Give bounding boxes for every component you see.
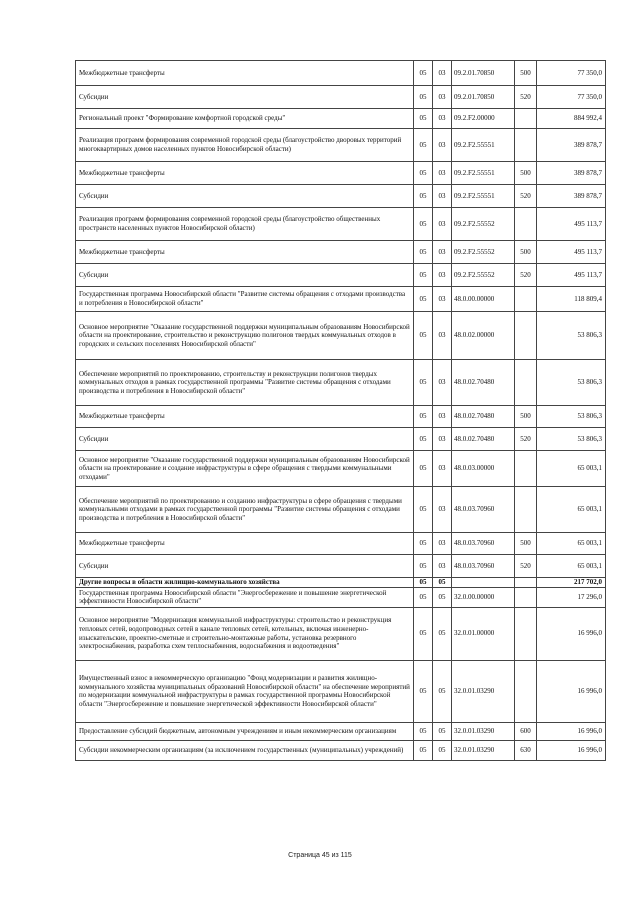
cell-target-article: 32.0.01.03290 [452,740,515,760]
cell-subsection: 03 [433,360,452,406]
cell-amount: 16 996,0 [537,607,606,660]
cell-subsection: 03 [433,312,452,360]
cell-expense-type [515,360,537,406]
cell-section: 05 [414,360,433,406]
cell-target-article: 48.0.02.70480 [452,406,515,428]
cell-name: Субсидии [76,428,414,451]
table-row [76,578,606,588]
cell-section: 05 [414,264,433,287]
cell-expense-type: 500 [515,406,537,428]
cell-subsection: 03 [433,241,452,264]
cell-expense-type: 630 [515,740,537,760]
cell-section: 05 [414,86,433,109]
cell-amount: 16 996,0 [537,660,606,722]
cell-subsection: 03 [433,185,452,208]
cell-subsection: 03 [433,533,452,555]
cell-name: Межбюджетные трансферты [76,533,414,555]
table-row [76,722,606,740]
cell-expense-type [515,208,537,241]
cell-target-article: 32.0.01.03290 [452,660,515,722]
cell-target-article: 48.0.02.70480 [452,360,515,406]
cell-name: Обеспечение мероприятий по проектированию, строительству и реконструкции полигонов твердых коммунальных отходов в рамках государственной программы "Развитие системы обращения с отходами производства и потребления в Новосибирской области" [76,360,414,406]
cell-section: 05 [414,312,433,360]
cell-section: 05 [414,722,433,740]
cell-target-article: 32.0.01.03290 [452,722,515,740]
cell-amount: 16 996,0 [537,722,606,740]
cell-target-article: 09.2.F2.55551 [452,162,515,185]
cell-section: 05 [414,578,433,588]
cell-subsection: 05 [433,607,452,660]
budget-table-body [76,61,606,761]
cell-target-article: 32.0.00.00000 [452,587,515,607]
cell-amount: 495 113,7 [537,208,606,241]
cell-expense-type: 520 [515,264,537,287]
table-row [76,86,606,109]
cell-expense-type [515,312,537,360]
cell-expense-type: 500 [515,533,537,555]
cell-section: 05 [414,487,433,533]
table-row [76,360,606,406]
cell-subsection: 03 [433,61,452,86]
cell-name: Субсидии [76,185,414,208]
cell-name: Основное мероприятие "Оказание государственной поддержки муниципальным образованиям Новосибирской области на проектирование и создание инфраструктуры в сфере обращения с твердыми коммунальными отходами" [76,451,414,487]
table-row [76,555,606,578]
cell-expense-type: 500 [515,162,537,185]
cell-name: Межбюджетные трансферты [76,406,414,428]
cell-subsection: 05 [433,722,452,740]
cell-expense-type [515,660,537,722]
cell-section: 05 [414,287,433,312]
table-row [76,406,606,428]
cell-name: Имущественный взнос в некоммерческую организацию "Фонд модернизации и развития жилищно-коммунального хозяйства муниципальных образований Новосибирской области" на обеспечение мероприятий по модернизации коммунальной инфраструктуры в рамках государственной программы Новосибирской области "Энергосбережение и повышение энергетической эффективности Новосибирской области" [76,660,414,722]
cell-subsection: 05 [433,578,452,588]
cell-subsection: 03 [433,451,452,487]
cell-section: 05 [414,428,433,451]
cell-expense-type [515,607,537,660]
cell-target-article [452,578,515,588]
cell-target-article: 09.2.F2.55551 [452,129,515,162]
cell-section: 05 [414,61,433,86]
cell-subsection: 03 [433,555,452,578]
table-row [76,185,606,208]
table-row [76,61,606,86]
cell-amount: 53 806,3 [537,312,606,360]
cell-expense-type [515,451,537,487]
cell-name: Субсидии [76,555,414,578]
cell-subsection: 03 [433,129,452,162]
cell-target-article: 32.0.01.00000 [452,607,515,660]
cell-amount: 495 113,7 [537,241,606,264]
cell-section: 05 [414,740,433,760]
table-row [76,312,606,360]
cell-section: 05 [414,555,433,578]
table-row [76,264,606,287]
cell-target-article: 48.0.03.70960 [452,533,515,555]
table-row [76,208,606,241]
cell-target-article: 09.2.F2.00000 [452,109,515,129]
cell-amount: 389 878,7 [537,185,606,208]
table-row [76,428,606,451]
cell-section: 05 [414,533,433,555]
cell-section: 05 [414,162,433,185]
table-row [76,129,606,162]
cell-subsection: 03 [433,86,452,109]
cell-name: Другие вопросы в области жилищно-коммунального хозяйства [76,578,414,588]
cell-amount: 65 003,1 [537,451,606,487]
cell-name: Субсидии [76,264,414,287]
cell-name: Субсидии [76,86,414,109]
cell-name: Реализация программ формирования современной городской среды (благоустройство дворовых территорий многоквартирных домов населенных пунктов Новосибирской области) [76,129,414,162]
table-row [76,109,606,129]
cell-subsection: 03 [433,428,452,451]
cell-name: Межбюджетные трансферты [76,241,414,264]
cell-expense-type: 500 [515,61,537,86]
cell-section: 05 [414,406,433,428]
table-row [76,533,606,555]
cell-amount: 77 350,0 [537,61,606,86]
cell-amount: 217 702,0 [537,578,606,588]
cell-subsection: 03 [433,406,452,428]
table-row [76,162,606,185]
cell-subsection: 03 [433,208,452,241]
cell-section: 05 [414,208,433,241]
cell-target-article: 09.2.F2.55552 [452,241,515,264]
cell-name: Предоставление субсидий бюджетным, автономным учреждениям и иным некоммерческим организациям [76,722,414,740]
cell-subsection: 03 [433,264,452,287]
cell-section: 05 [414,241,433,264]
cell-target-article: 48.0.03.00000 [452,451,515,487]
table-row [76,487,606,533]
cell-subsection: 03 [433,162,452,185]
cell-amount: 53 806,3 [537,406,606,428]
cell-amount: 65 003,1 [537,533,606,555]
table-row [76,660,606,722]
table-row [76,740,606,760]
cell-name: Государственная программа Новосибирской области "Энергосбережение и повышение энергетической эффективности Новосибирской области" [76,587,414,607]
cell-expense-type: 600 [515,722,537,740]
cell-target-article: 09.2.F2.55552 [452,208,515,241]
cell-name: Основное мероприятие "Модернизация коммунальной инфраструктуры: строительство и реконструкция тепловых сетей, водопроводных сетей в канале тепловых сетей, котельных, включая инженерно-изыскательские, проектно-сметные и строительно-монтажные работы, установка резервного электроснабжения, разработка схем теплоснабжения, водоснабжения и водоотведения" [76,607,414,660]
cell-section: 05 [414,660,433,722]
table-row [76,451,606,487]
cell-name: Региональный проект "Формирование комфортной городской среды" [76,109,414,129]
table-row [76,241,606,264]
cell-target-article: 09.2.01.70850 [452,61,515,86]
cell-name: Межбюджетные трансферты [76,61,414,86]
table-row [76,587,606,607]
cell-amount: 495 113,7 [537,264,606,287]
cell-target-article: 48.0.02.70480 [452,428,515,451]
cell-amount: 77 350,0 [537,86,606,109]
cell-section: 05 [414,607,433,660]
cell-name: Обеспечение мероприятий по проектированию и созданию инфраструктуры в сфере обращения с твердыми коммунальными отходами в рамках государственной программы "Развитие системы обращения с отходами производства и потребления в Новосибирской области" [76,487,414,533]
cell-section: 05 [414,129,433,162]
cell-expense-type: 520 [515,185,537,208]
cell-amount: 53 806,3 [537,360,606,406]
cell-expense-type [515,287,537,312]
cell-target-article: 48.0.00.00000 [452,287,515,312]
cell-expense-type [515,587,537,607]
cell-amount: 65 003,1 [537,487,606,533]
cell-target-article: 48.0.02.00000 [452,312,515,360]
cell-target-article: 48.0.03.70960 [452,487,515,533]
cell-amount: 389 878,7 [537,162,606,185]
cell-expense-type [515,487,537,533]
cell-amount: 16 996,0 [537,740,606,760]
cell-amount: 389 878,7 [537,129,606,162]
budget-table [75,60,606,761]
cell-amount: 118 809,4 [537,287,606,312]
cell-expense-type: 520 [515,555,537,578]
cell-amount: 53 806,3 [537,428,606,451]
cell-name: Субсидии некоммерческим организациям (за исключением государственных (муниципальных) учреждений) [76,740,414,760]
cell-subsection: 03 [433,287,452,312]
table-row [76,607,606,660]
cell-name: Государственная программа Новосибирской области "Развитие системы обращения с отходами производства и потребления в Новосибирской области" [76,287,414,312]
cell-target-article: 48.0.03.70960 [452,555,515,578]
cell-subsection: 05 [433,740,452,760]
cell-amount: 65 003,1 [537,555,606,578]
cell-amount: 17 296,0 [537,587,606,607]
cell-expense-type: 520 [515,428,537,451]
cell-subsection: 03 [433,109,452,129]
cell-target-article: 09.2.F2.55552 [452,264,515,287]
cell-target-article: 09.2.F2.55551 [452,185,515,208]
cell-subsection: 05 [433,660,452,722]
cell-target-article: 09.2.01.70850 [452,86,515,109]
page-number: Страница 45 из 115 [288,852,352,859]
cell-expense-type: 520 [515,86,537,109]
cell-name: Реализация программ формирования современной городской среды (благоустройство общественных пространств населенных пунктов Новосибирской области) [76,208,414,241]
table-row [76,287,606,312]
cell-section: 05 [414,185,433,208]
cell-section: 05 [414,109,433,129]
cell-amount: 884 992,4 [537,109,606,129]
cell-name: Межбюджетные трансферты [76,162,414,185]
cell-section: 05 [414,587,433,607]
cell-section: 05 [414,451,433,487]
cell-expense-type [515,578,537,588]
cell-subsection: 03 [433,487,452,533]
cell-expense-type [515,109,537,129]
cell-subsection: 05 [433,587,452,607]
cell-name: Основное мероприятие "Оказание государственной поддержки муниципальным образованиям Новосибирской области на проектирование, строительство и реконструкцию полигонов твердых коммунальных отходов в городских и сельских поселениях Новосибирской области" [76,312,414,360]
cell-expense-type [515,129,537,162]
cell-expense-type: 500 [515,241,537,264]
